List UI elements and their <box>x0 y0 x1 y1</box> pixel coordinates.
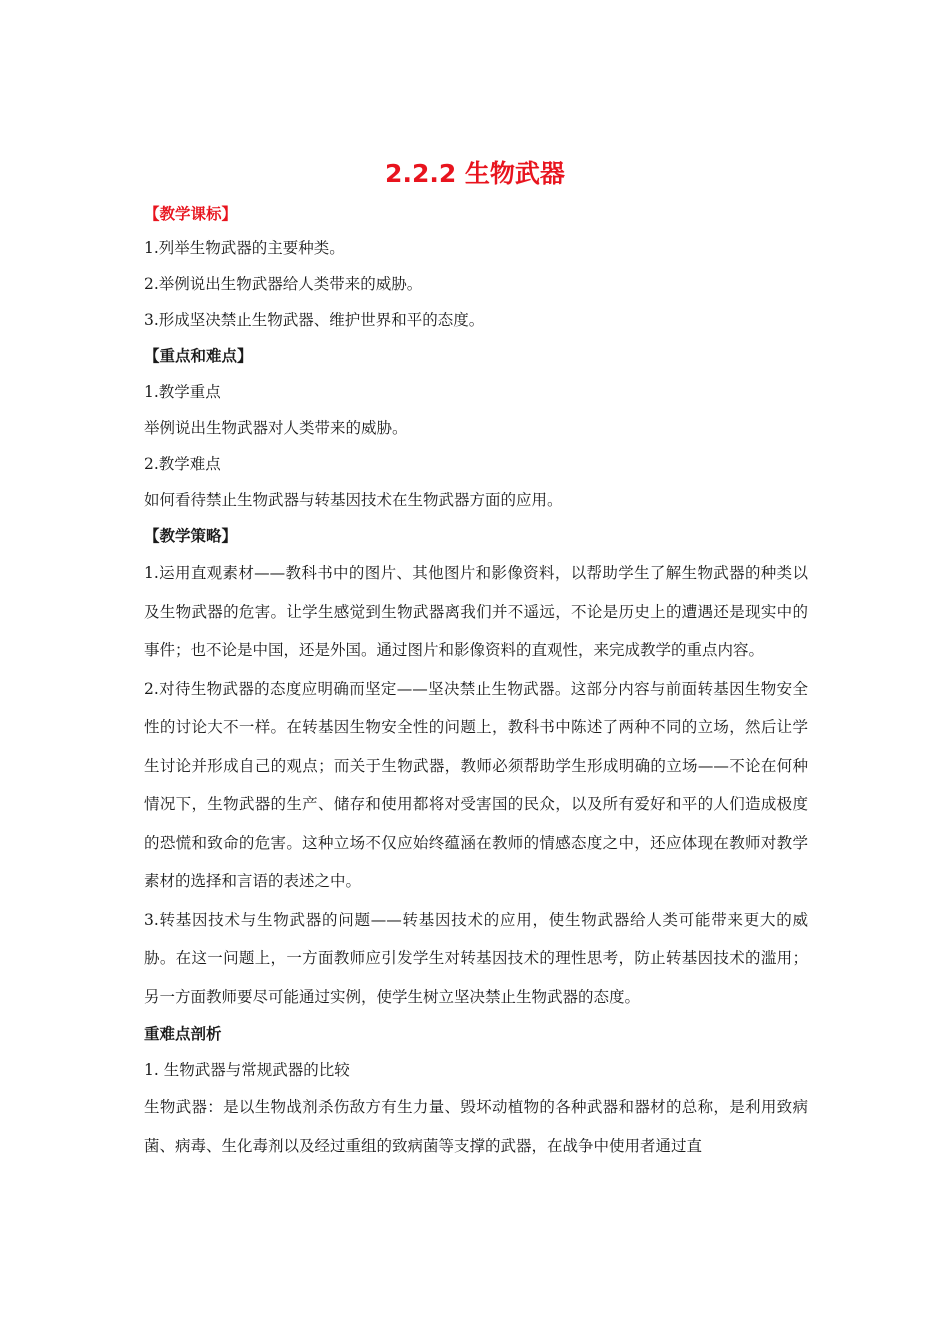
focus-text: 举例说出生物武器对人类带来的威胁。 <box>144 419 408 437</box>
strategy-heading: 【教学策略】 <box>144 527 238 545</box>
difficulty-label: 2.教学难点 <box>144 455 221 473</box>
curriculum-item: 3.形成坚决禁止生物武器、维护世界和平的态度。 <box>144 311 485 329</box>
strategy-paragraph: 1.运用直观素材——教科书中的图片、其他图片和影像资料，以帮助学生了解生物武器的种类以及生物武器的危害。让学生感觉到生物武器离我们并不遥远，不论是历史上的遭遇还是现实中的事件；也不论是中国，还是外国。通过图片和影像资料的直观性，来完成教学的重点内容。 <box>144 564 808 659</box>
difficulty-text: 如何看待禁止生物武器与转基因技术在生物武器方面的应用。 <box>144 491 563 509</box>
page-title: 2.2.2 生物武器 <box>385 159 565 188</box>
analysis-paragraph: 生物武器：是以生物战剂杀伤敌方有生力量、毁坏动植物的各种武器和器材的总称，是利用致病菌、病毒、生化毒剂以及经过重组的致病菌等支撑的武器，在战争中使用者通过直 <box>144 1098 808 1155</box>
key-points-heading: 【重点和难点】 <box>144 347 253 365</box>
strategy-paragraph: 2.对待生物武器的态度应明确而坚定——坚决禁止生物武器。这部分内容与前面转基因生物安全性的讨论大不一样。在转基因生物安全性的问题上，教科书中陈述了两种不同的立场，然后让学生讨论并形成自己的观点；而关于生物武器，教师必须帮助学生形成明确的立场——不论在何种情况下，生物武器的生产、储存和使用都将对受害国的民众，以及所有爱好和平的人们造成极度的恐慌和致命的危害。这种立场不仅应始终蕴涵在教师的情感态度之中，还应体现在教师对教学素材的选择和言语的表述之中。 <box>144 679 808 890</box>
strategy-paragraph: 3.转基因技术与生物武器的问题——转基因技术的应用，使生物武器给人类可能带来更大的威胁。在这一问题上，一方面教师应引发学生对转基因技术的理性思考，防止转基因技术的滥用；另一方面教师要尽可能通过实例，使学生树立坚决禁止生物武器的态度。 <box>144 910 808 1006</box>
curriculum-item: 1.列举生物武器的主要种类。 <box>144 239 345 257</box>
focus-label: 1.教学重点 <box>144 383 221 401</box>
analysis-heading: 重难点剖析 <box>144 1025 222 1043</box>
curriculum-heading: 【教学课标】 <box>144 205 238 223</box>
analysis-item-label: 1. 生物武器与常规武器的比较 <box>144 1061 350 1079</box>
document-body <box>144 198 808 1165</box>
curriculum-item: 2.举例说出生物武器给人类带来的威胁。 <box>144 275 423 293</box>
